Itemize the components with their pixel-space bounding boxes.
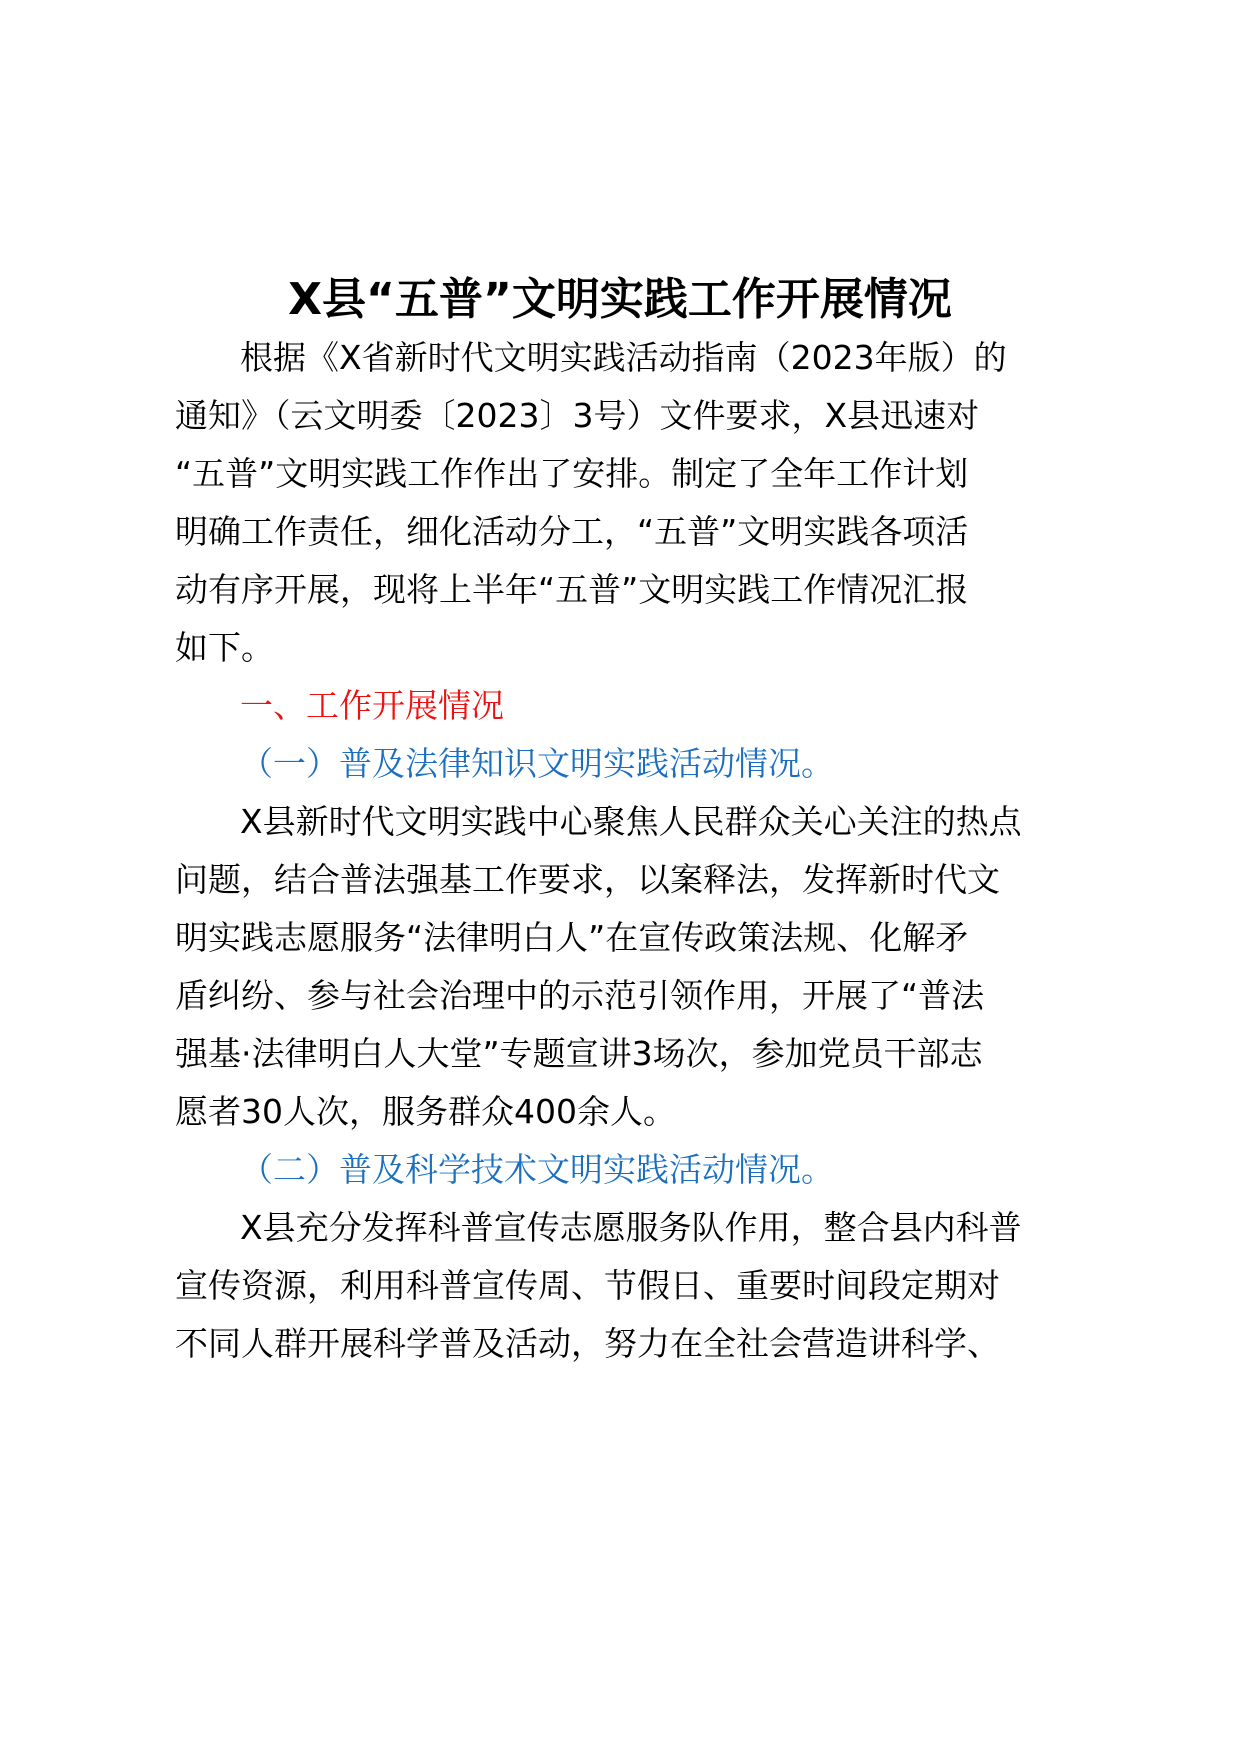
sub2-line-3: 不同人群开展科学普及活动，努力在全社会营造讲科学、 — [175, 1324, 1000, 1363]
intro-line-2: 通知》（云文明委〔2023〕3号）文件要求，X县迅速对 — [175, 396, 980, 435]
sub1-line-5: 强基·法律明白人大堂”专题宣讲3场次，参加党员干部志 — [175, 1034, 983, 1073]
sub1-line-1: X县新时代文明实践中心聚焦人民群众关心关注的热点 — [240, 802, 1022, 841]
subsection-heading-1: （一）普及法律知识文明实践活动情况。 — [240, 744, 834, 783]
intro-line-4: 明确工作责任，细化活动分工，“五普”文明实践各项活 — [175, 512, 969, 551]
sub2-line-2: 宣传资源，利用科普宣传周、节假日、重要时间段定期对 — [175, 1266, 1000, 1305]
document-title: X县“五普”文明实践工作开展情况 — [288, 274, 952, 325]
sub2-line-1: X县充分发挥科普宣传志愿服务队作用，整合县内科普 — [240, 1208, 1022, 1247]
sub1-line-6: 愿者30人次，服务群众400余人。 — [175, 1092, 676, 1131]
sub1-line-2: 问题，结合普法强基工作要求，以案释法，发挥新时代文 — [175, 860, 1000, 899]
intro-line-3: “五普”文明实践工作作出了安排。制定了全年工作计划 — [175, 454, 969, 493]
sub1-line-4: 盾纠纷、参与社会治理中的示范引领作用，开展了“普法 — [175, 976, 985, 1015]
subsection-heading-2: （二）普及科学技术文明实践活动情况。 — [240, 1150, 834, 1189]
sub1-line-3: 明实践志愿服务“法律明白人”在宣传政策法规、化解矛 — [175, 918, 969, 957]
section-heading-1: 一、工作开展情况 — [240, 686, 504, 725]
intro-line-1: 根据《X省新时代文明实践活动指南（2023年版）的 — [240, 338, 1007, 377]
intro-line-5: 动有序开展，现将上半年“五普”文明实践工作情况汇报 — [175, 570, 969, 609]
intro-line-6: 如下。 — [175, 628, 274, 667]
